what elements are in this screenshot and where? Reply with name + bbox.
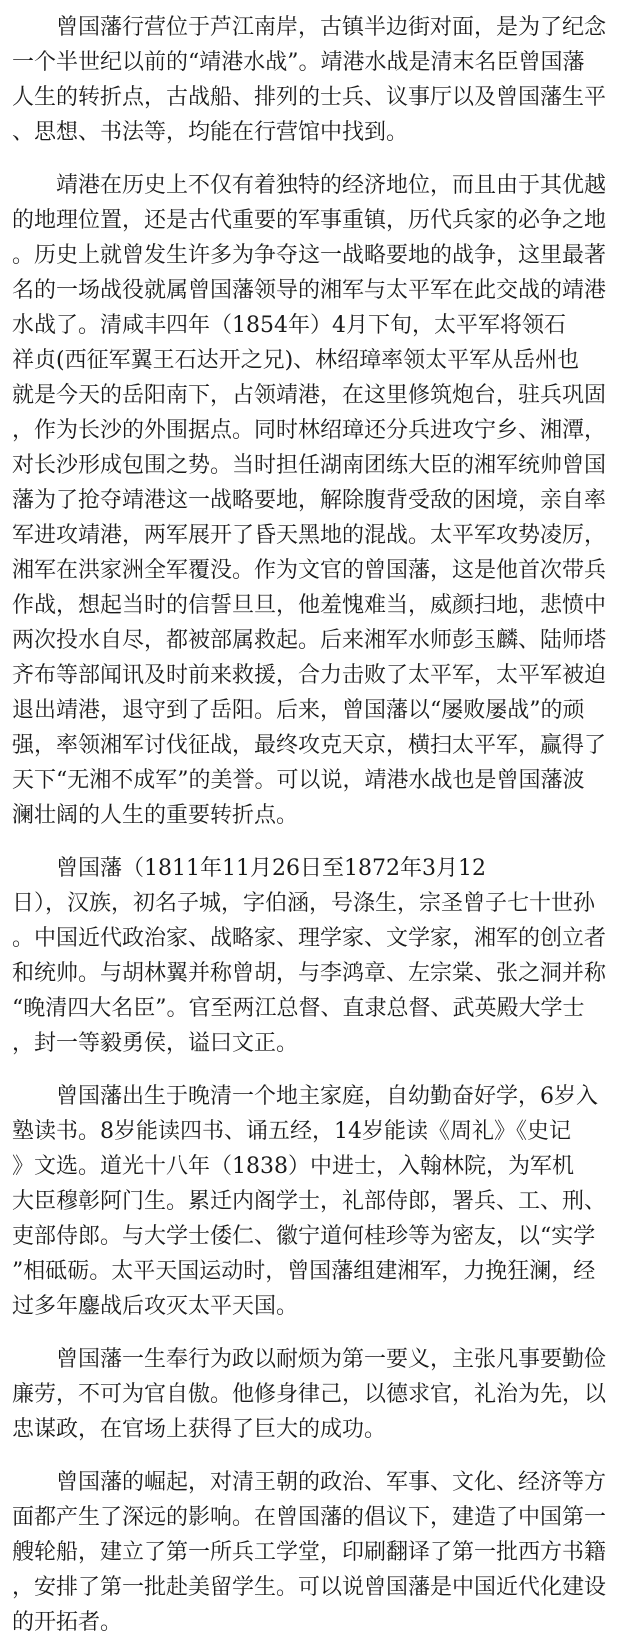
paragraph-gap [12, 833, 632, 851]
text-line: 曾国藩一生奉行为政以耐烦为第一要义，主张凡事要勤俭 [56, 1347, 607, 1372]
text-line: ，作为长沙的外围据点。同时林绍璋还分兵进攻宁乡、湘潭， [12, 418, 607, 443]
text-line: 曾国藩的崛起，对清王朝的政治、军事、文化、经济等方 [56, 1470, 607, 1495]
text-line: 曾国藩出生于晚清一个地主家庭，自幼勤奋好学，6岁入 [56, 1084, 598, 1109]
text-line: 廉劳，不可为官自傲。他修身律己，以德求官，礼治为先，以 [12, 1382, 607, 1407]
text-line: 齐布等部闻讯及时前来救援，合力击败了太平军，太平军被迫 [12, 663, 607, 688]
text-line: 吏部侍郎。与大学士倭仁、徽宁道何桂珍等为密友，以“实学 [12, 1224, 596, 1249]
text-line: 》文选。道光十八年（1838）中进士，入翰林院，为军机 [12, 1154, 574, 1179]
text-line: 和统帅。与胡林翼并称曾胡，与李鸿章、左宗棠、张之洞并称 [12, 961, 607, 986]
paragraph-3 [12, 851, 632, 1061]
paragraph-2 [12, 168, 632, 833]
text-line: 一个半世纪以前的“靖港水战”。靖港水战是清末名臣曾国藩 [12, 50, 585, 75]
text-line: 。历史上就曾发生许多为争夺这一战略要地的战争，这里最著 [12, 243, 607, 268]
text-line: 两次投水自尽，都被部属救起。后来湘军水师彭玉麟、陆师塔 [12, 628, 607, 653]
text-line: 名的一场战役就属曾国藩领导的湘军与太平军在此交战的靖港 [12, 278, 607, 303]
text-line: 藩为了抢夺靖港这一战略要地，解除腹背受敌的困境，亲自率 [12, 488, 607, 513]
text-line: 日），汉族，初名子城，字伯涵，号涤生，宗圣曾子七十世孙 [12, 891, 596, 916]
text-line: ”相砥砺。太平天国运动时，曾国藩组建湘军，力挽狂澜，经 [12, 1259, 596, 1284]
paragraph-1 [12, 10, 632, 150]
text-line: 艘轮船，建立了第一所兵工学堂，印刷翻译了第一批西方书籍 [12, 1540, 607, 1565]
text-line: 澜壮阔的人生的重要转折点。 [12, 803, 299, 828]
text-line: 塾读书。8岁能读四书、诵五经，14岁能读《周礼》《史记 [12, 1119, 571, 1144]
text-line: 曾国藩（1811年11月26日至1872年3月12 [56, 856, 486, 881]
text-line: 就是今天的岳阳南下，占领靖港，在这里修筑炮台，驻兵巩固 [12, 383, 607, 408]
text-line: 天下“无湘不成军”的美誉。可以说，靖港水战也是曾国藩波 [12, 768, 585, 793]
text-line: 面都产生了深远的影响。在曾国藩的倡议下，建造了中国第一 [12, 1505, 607, 1530]
text-line: 人生的转折点，古战船、排列的士兵、议事厅以及曾国藩生平 [12, 85, 607, 110]
paragraph-gap [12, 1324, 632, 1342]
text-line: 过多年鏖战后攻灭太平天国。 [12, 1294, 299, 1319]
text-line: 曾国藩行营位于芦江南岸，古镇半边街对面，是为了纪念 [56, 15, 607, 40]
text-line: 。中国近代政治家、战略家、理学家、文学家，湘军的创立者 [12, 926, 607, 951]
text-line: 祥贞(西征军翼王石达开之兄)、林绍璋率领太平军从岳州也 [12, 348, 580, 373]
text-line: “晚清四大名臣”。官至两江总督、直隶总督、武英殿大学士 [12, 996, 585, 1021]
text-line: 湘军在洪家洲全军覆没。作为文官的曾国藩，这是他首次带兵 [12, 558, 607, 583]
text-line: 靖港在历史上不仅有着独特的经济地位，而且由于其优越 [56, 173, 607, 198]
text-line: 的地理位置，还是古代重要的军事重镇，历代兵家的必争之地 [12, 208, 607, 233]
text-line: 作战，想起当时的信誓旦旦，他羞愧难当，威颜扫地，悲愤中 [12, 593, 607, 618]
text-line: ，封一等毅勇侯，谥曰文正。 [12, 1031, 299, 1056]
text-line: 、思想、书法等，均能在行营馆中找到。 [12, 120, 409, 145]
paragraph-gap [12, 1447, 632, 1465]
paragraph-5 [12, 1342, 632, 1447]
paragraph-gap [12, 150, 632, 168]
text-line: 对长沙形成包围之势。当时担任湖南团练大臣的湘军统帅曾国 [12, 453, 607, 478]
text-line: 的开拓者。 [12, 1610, 123, 1635]
text-line: 强，率领湘军讨伐征战，最终攻克天京，横扫太平军，赢得了 [12, 733, 607, 758]
text-line: 退出靖港，退守到了岳阳。后来，曾国藩以“屡败屡战”的顽 [12, 698, 585, 723]
paragraph-gap [12, 1061, 632, 1079]
paragraph-4 [12, 1079, 632, 1324]
text-line: 大臣穆彰阿门生。累迁内阁学士，礼部侍郎，署兵、工、刑、 [12, 1189, 607, 1214]
text-line: ，安排了第一批赴美留学生。可以说曾国藩是中国近代化建设 [12, 1575, 607, 1600]
text-line: 水战了。清咸丰四年（1854年）4月下旬，太平军将领石 [12, 313, 566, 338]
paragraph-6 [12, 1465, 632, 1640]
text-line: 忠谋政，在官场上获得了巨大的成功。 [12, 1417, 387, 1442]
text-line: 军进攻靖港，两军展开了昏天黑地的混战。太平军攻势凌厉， [12, 523, 607, 548]
